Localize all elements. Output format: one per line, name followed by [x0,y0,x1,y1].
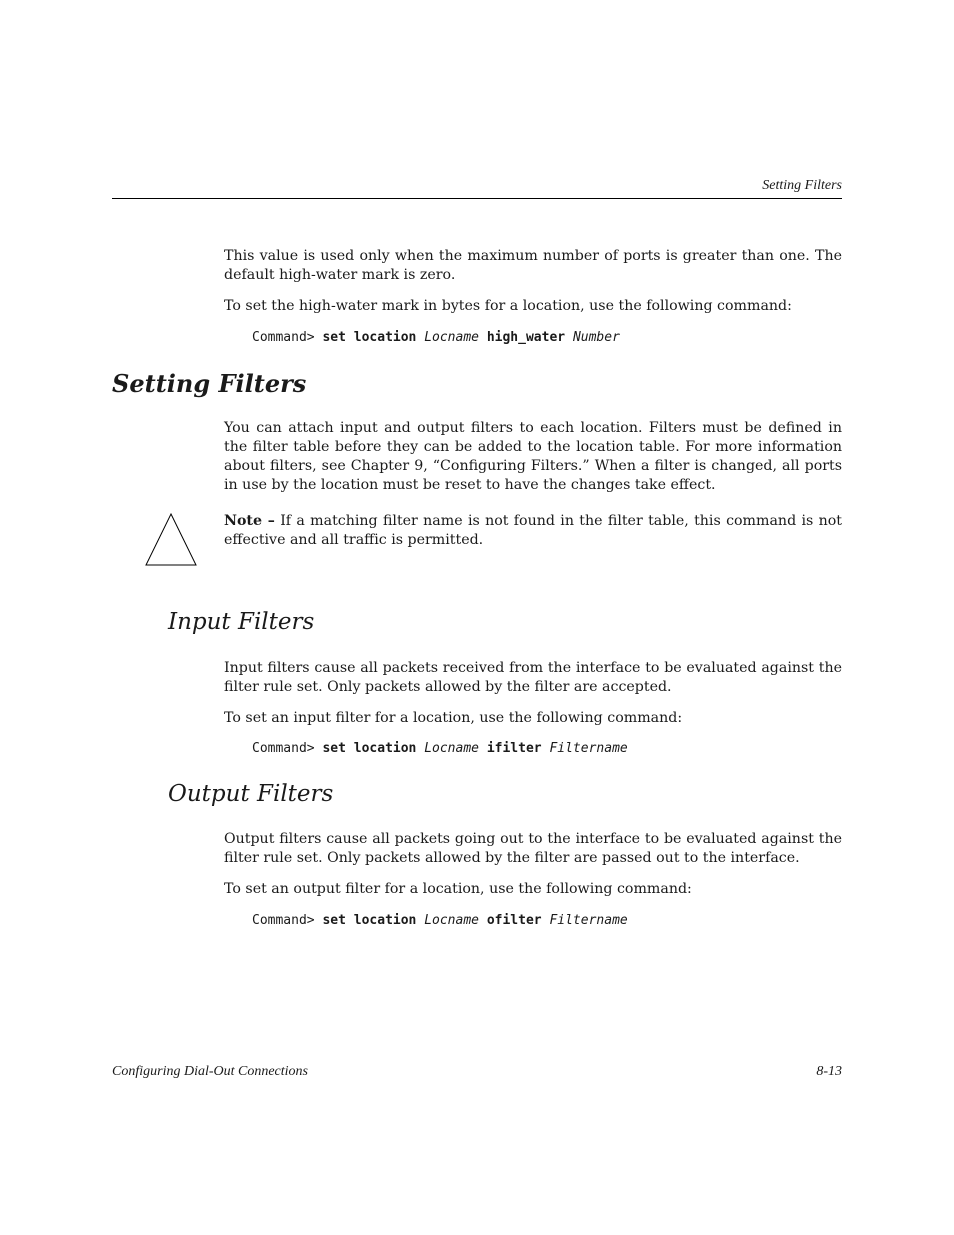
command-prompt: Command> [252,913,315,928]
command-ofilter [252,913,628,928]
command-argument: Filtername [549,913,628,928]
note-label: Note – [224,513,275,529]
page-number: 8-13 [816,1064,842,1079]
command-prompt: Command> [252,741,315,756]
command-prompt: Command> [252,330,315,345]
section-heading-output-filters: Output Filters [168,781,334,807]
command-argument: Locname [424,913,479,928]
command-argument: Locname [424,330,479,345]
output-filters-paragraph: Output filters cause all packets going out to the interface to be evaluated against the filter rule set. Only packets allowed by the filter are passed out to the interface. [224,831,842,866]
command-ifilter [252,741,628,756]
command-argument: Locname [424,741,479,756]
command-keyword: set location [322,330,417,345]
command-argument: Filtername [549,741,628,756]
intro-paragraph: This value is used only when the maximum number of ports is greater than one. The default high-water mark is zero. [224,248,842,283]
intro-instruction: To set the high-water mark in bytes for a location, use the following command: [224,298,792,314]
command-keyword: set location [322,741,417,756]
command-keyword: ofilter [486,913,542,928]
output-filters-instruction: To set an output filter for a location, use the following command: [224,881,692,897]
caution-triangle-icon [144,512,198,568]
footer-title: Configuring Dial-Out Connections [112,1064,308,1079]
command-argument: Number [572,330,620,345]
note [224,512,842,550]
input-filters-instruction: To set an input filter for a location, use the following command: [224,710,683,726]
command-keyword: set location [322,913,417,928]
section-heading-input-filters: Input Filters [168,609,315,635]
command-high-water [252,330,620,345]
running-head: Setting Filters [762,178,842,193]
setting-filters-paragraph: You can attach input and output filters to each location. Filters must be defined in the filter table before they can be added to the location table. For more information about filters, see Chapter 9, “Configuring Filters.” When a filter is changed, all ports in use by the location must be reset to have the changes take effect. [224,420,842,493]
note-text: If a matching filter name is not found in the filter table, this command is not effective and all traffic is permitted. [224,513,843,548]
section-heading-setting-filters: Setting Filters [112,369,307,398]
command-keyword: high_water [486,330,566,345]
input-filters-paragraph: Input filters cause all packets received from the interface to be evaluated against the filter rule set. Only packets allowed by the filter are accepted. [224,660,842,695]
header-rule [112,198,842,199]
command-keyword: ifilter [486,741,542,756]
